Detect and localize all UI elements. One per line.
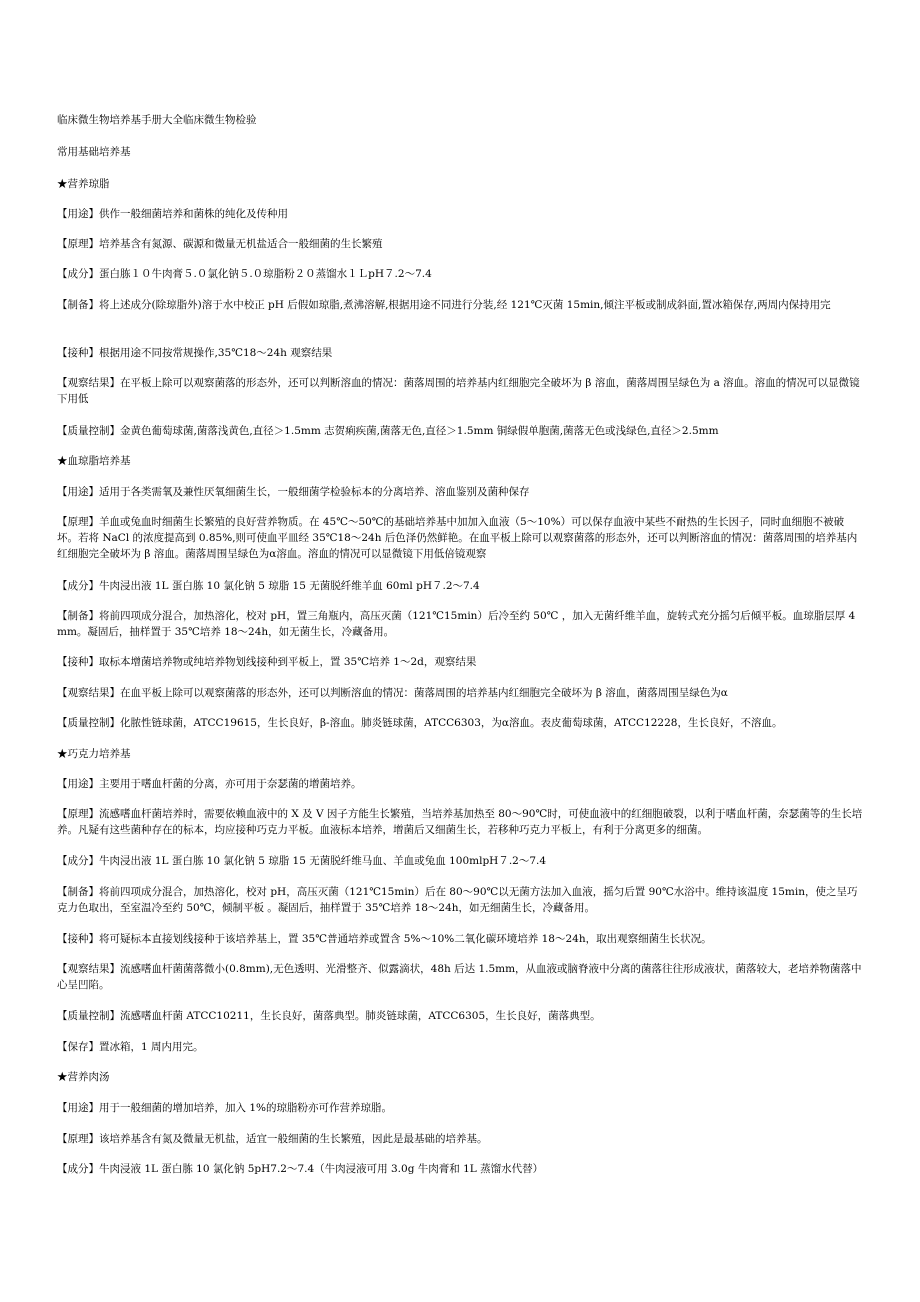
paragraph: 【成分】蛋白胨１０牛肉膏５.０氯化钠５.０琼脂粉２０蒸馏水１ＬpH７.2～7.4	[57, 268, 432, 280]
paragraph: 【原理】该培养基含有氮及微量无机盐，适宜一般细菌的生长繁殖，因此是最基础的培养基。	[57, 1133, 488, 1145]
paragraph: 【用途】主要用于嗜血杆菌的分离，亦可用于奈瑟菌的增菌培养。	[57, 778, 362, 790]
paragraph: 【质量控制】金黄色葡萄球菌,菌落浅黄色,直径＞1.5mm 志贺痢疾菌,菌落无色,直径＞1.5mm 铜绿假单胞菌,菌落无色或浅绿色,直径＞2.5mm	[57, 425, 719, 437]
paragraph: 【制备】将前四项成分混合，加热溶化，校对 pH，置三角瓶内，高压灭菌（121℃15min）后冷至约 50℃ ，加入无菌纤维羊血，旋转式充分摇匀后倾平板。血琼脂层厚 4mm。凝固后，抽样置于 35℃培养 18～24h，如无菌生长，冷藏备用。	[57, 610, 856, 638]
paragraph: 【用途】适用于各类需氧及兼性厌氧细菌生长，一般细菌学检验标本的分离培养、溶血鉴别及菌种保存	[57, 486, 530, 498]
paragraph: 【成分】牛肉浸液 1L 蛋白胨 10 氯化钠 5pH7.2～7.4（牛肉浸液可用 3.0g 牛肉膏和 1L 蒸馏水代替）	[57, 1163, 544, 1175]
paragraph: 【接种】将可疑标本直接划线接种于该培养基上，置 35℃普通培养或置含 5%～10%二氧化碳环境培养 18～24h，取出观察细菌生长状况。	[57, 933, 712, 945]
paragraph: 【用途】供作一般细菌培养和菌株的纯化及传种用	[57, 208, 288, 220]
medium-heading: ★血琼脂培养基	[57, 455, 131, 467]
paragraph: 【成分】牛肉浸出液 1L 蛋白胨 10 氯化钠 5 琼脂 15 无菌脱纤维马血、羊血或兔血 100mlpH７.2～7.4	[57, 855, 547, 867]
paragraph: 【观察结果】在血平板上除可以观察菌落的形态外，还可以判断溶血的情况：菌落周围的培养基内红细胞完全破坏为 β 溶血，菌落周围呈绿色为α	[57, 687, 728, 699]
paragraph: 【原理】羊血或兔血时细菌生长繁殖的良好营养物质。在 45℃～50℃的基础培养基中加加入血液（5～10%）可以保存血液中某些不耐热的生长因子，同时血细胞不被破坏。若将 NaCl 的浓度提高到 0.85%,则可使血平皿经 35℃18～24h 后色泽仍然鲜艳。在血平板上除可以观察菌落的形态外，还可以判断溶血的情况：菌落周围的培养基内红细胞完全破坏为 β 溶血。菌落周围呈绿色为α溶血。溶血的情况可以显微镜下用低倍镜观察	[57, 516, 858, 560]
paragraph: 【质量控制】流感嗜血杆菌 ATCC10211，生长良好，菌落典型。肺炎链球菌，ATCC6305，生长良好，菌落典型。	[57, 1010, 601, 1022]
section-heading: 常用基础培养基	[57, 146, 131, 158]
paragraph: 【观察结果】流感嗜血杆菌菌落微小(0.8mm),无色透明、光滑整齐、似露滴状，48h 后达 1.5mm，从血液或脑脊液中分离的菌落往往形成液状，菌落较大，老培养物菌落中心呈凹陷。	[57, 963, 862, 991]
paragraph: 【接种】取标本增菌培养物或纯培养物划线接种到平板上，置 35℃培养 1～2d，观察结果	[57, 656, 477, 668]
paragraph: 【原理】流感嗜血杆菌培养时，需要依赖血液中的 X 及 V 因子方能生长繁殖，当培养基加热至 80～90℃时，可使血液中的红细胞破裂，以利于嗜血杆菌，奈瑟菌等的生长培养。凡疑有这些菌种存在的标本，均应接种巧克力平板。血液标本培养，增菌后又细菌生长，若移种巧克力平板上，有利于分离更多的细菌。	[57, 808, 863, 836]
paragraph: 【原理】培养基含有氮源、碳源和微量无机盐适合一般细菌的生长繁殖	[57, 238, 383, 250]
medium-heading: ★营养琼脂	[57, 178, 110, 190]
paragraph: 【保存】置冰箱，1 周内用完。	[57, 1041, 204, 1053]
paragraph: 【成分】牛肉浸出液 1L 蛋白胨 10 氯化钠 5 琼脂 15 无菌脱纤维羊血 60ml pH７.2～7.4	[57, 580, 480, 592]
paragraph: 【制备】将前四项成分混合，加热溶化，校对 pH，高压灭菌（121℃15min）后在 80～90℃以无菌方法加入血液，摇匀后置 90℃水浴中。维持该温度 15min，使之呈巧克力色取出，至室温冷至约 50℃，倾制平板 。凝固后，抽样置于 35℃培养 18～24h，如无细菌生长，冷藏备用。	[57, 886, 858, 914]
paragraph: 【用途】用于一般细菌的增加培养，加入 1%的琼脂粉亦可作营养琼脂。	[57, 1102, 392, 1114]
medium-heading: ★巧克力培养基	[57, 748, 131, 760]
paragraph: 【质量控制】化脓性链球菌，ATCC19615，生长良好，β-溶血。肺炎链球菌，ATCC6303，为α溶血。表皮葡萄球菌，ATCC12228，生长良好，不溶血。	[57, 717, 783, 729]
paragraph: 【接种】根据用途不同按常规操作,35℃18～24h 观察结果	[57, 347, 333, 359]
paragraph: 【制备】将上述成分(除琼脂外)溶于水中校正 pH 后假如琼脂,煮沸溶解,根据用途不同进行分装,经 121℃灭菌 15min,倾注平板或制成斜面,置冰箱保存,两周内保持用完	[57, 299, 831, 311]
medium-heading: ★营养肉汤	[57, 1071, 110, 1083]
document-title: 临床微生物培养基手册大全临床微生物检验	[57, 114, 257, 126]
paragraph: 【观察结果】在平板上除可以观察菌落的形态外，还可以判断溶血的情况：菌落周围的培养基内红细胞完全破坏为 β 溶血，菌落周围呈绿色为 a 溶血。溶血的情况可以显微镜下用低	[57, 377, 860, 405]
